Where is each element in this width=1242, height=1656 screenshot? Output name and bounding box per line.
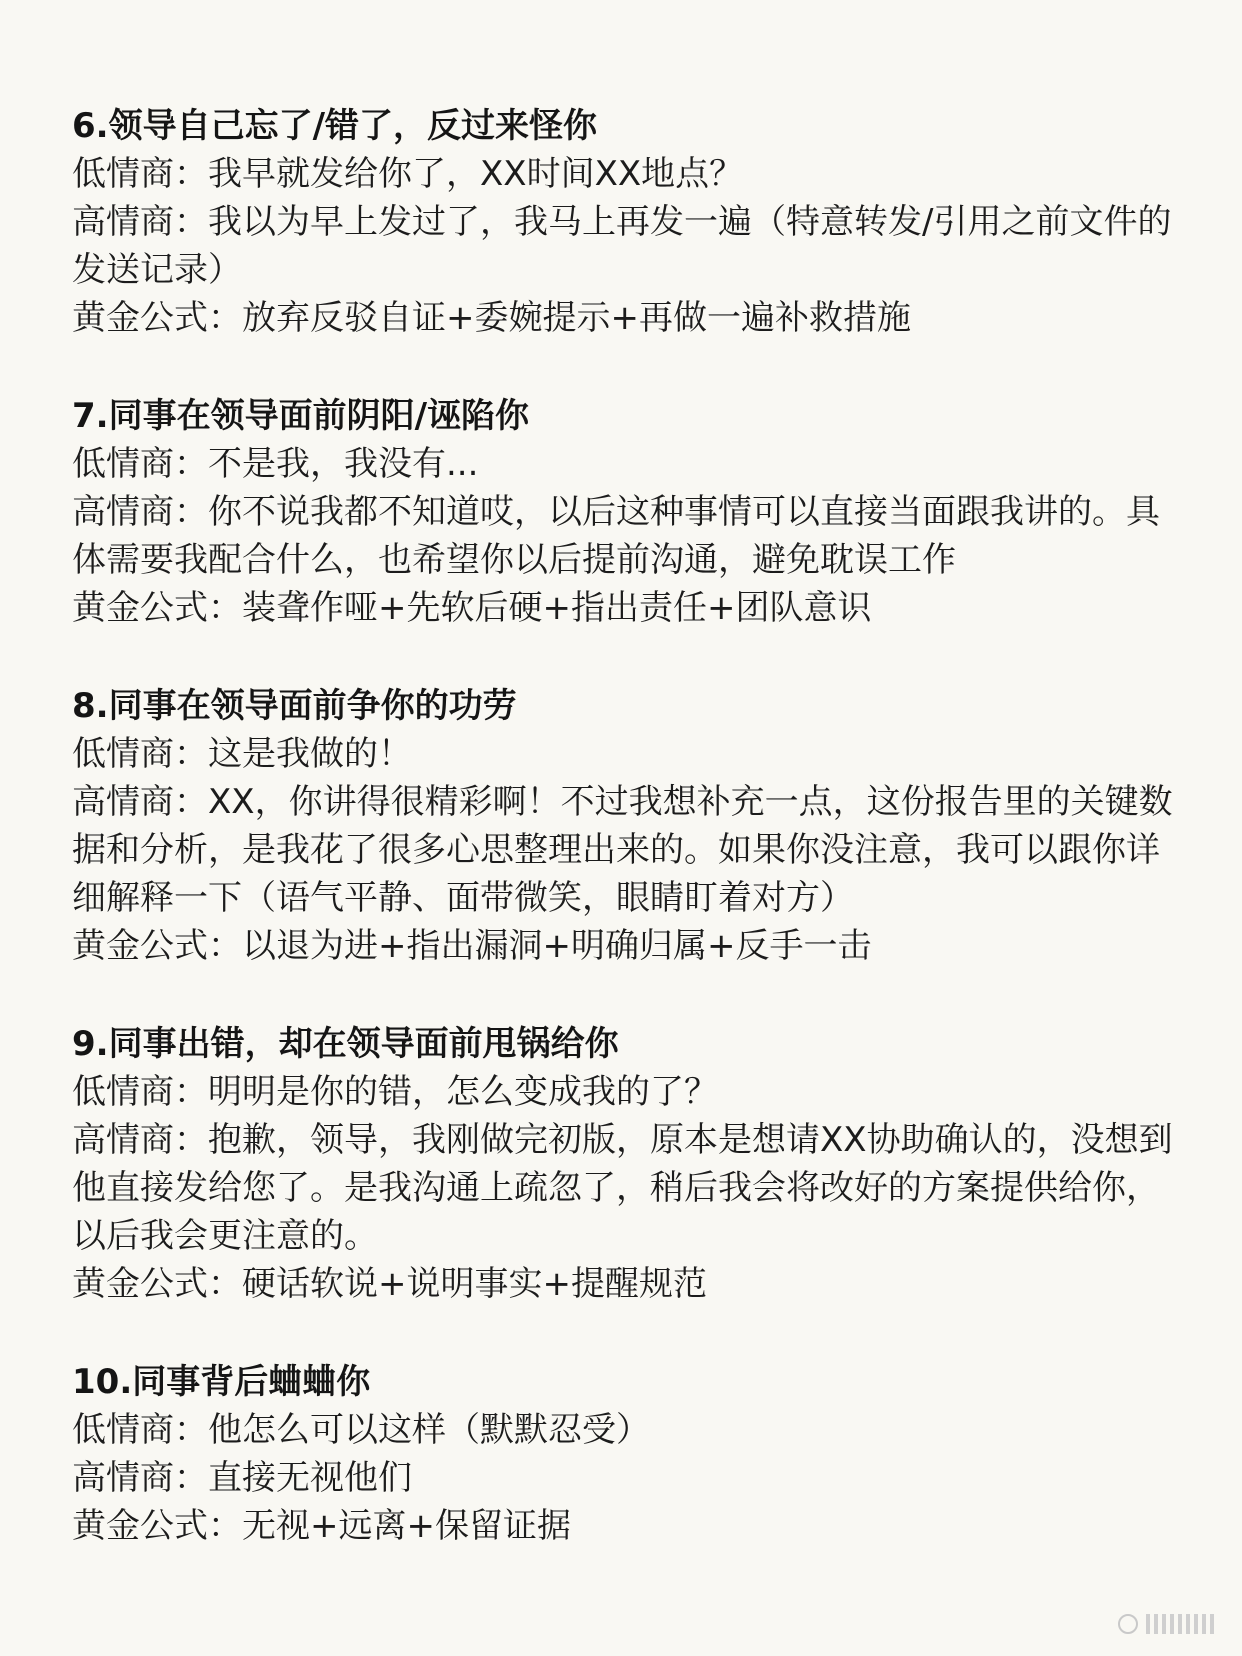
low-eq-line (72, 440, 1182, 488)
formula-line (72, 1260, 1182, 1308)
section-8 (72, 682, 1182, 970)
high-eq-text: 直接无视他们 (208, 1458, 412, 1498)
section-10 (72, 1358, 1182, 1550)
section-title: 9.同事出错，却在领导面前甩锅给你 (72, 1024, 619, 1064)
low-eq-text: 明明是你的错，怎么变成我的了？ (208, 1072, 718, 1112)
low-eq-label: 低情商： (72, 734, 208, 774)
formula-label: 黄金公式： (72, 298, 242, 338)
formula-line (72, 294, 1182, 342)
formula-label: 黄金公式： (72, 1264, 242, 1304)
formula-line (72, 922, 1182, 970)
high-eq-text: 我以为早上发过了，我马上再发一遍（特意转发/引用之前文件的发送记录） (72, 202, 1172, 290)
low-eq-text: 我早就发给你了，XX时间XX地点？ (208, 154, 744, 194)
low-eq-label: 低情商： (72, 154, 208, 194)
watermark-bar (1186, 1614, 1190, 1634)
high-eq-line (72, 1454, 1182, 1502)
formula-text: 硬话软说+说明事实+提醒规范 (242, 1264, 707, 1304)
low-eq-label: 低情商： (72, 1410, 208, 1450)
section-title: 6.领导自己忘了/错了，反过来怪你 (72, 106, 597, 146)
high-eq-line (72, 198, 1182, 294)
watermark-bar (1170, 1614, 1174, 1634)
high-eq-line (72, 488, 1182, 584)
watermark-bar (1146, 1614, 1150, 1634)
watermark-bar (1202, 1614, 1206, 1634)
high-eq-label: 高情商： (72, 492, 208, 532)
formula-text: 无视+远离+保留证据 (242, 1506, 571, 1546)
section-title: 7.同事在领导面前阴阳/诬陷你 (72, 396, 529, 436)
high-eq-label: 高情商： (72, 1120, 208, 1160)
low-eq-text: 他怎么可以这样（默默忍受） (208, 1410, 650, 1450)
watermark-logo-icon (1118, 1612, 1214, 1634)
high-eq-text: 你不说我都不知道哎，以后这种事情可以直接当面跟我讲的。具体需要我配合什么，也希望你以后提前沟通，避免耽误工作 (72, 492, 1160, 580)
section-title: 10.同事背后蛐蛐你 (72, 1362, 371, 1402)
low-eq-line (72, 730, 1182, 778)
low-eq-line (72, 1406, 1182, 1454)
high-eq-line (72, 1116, 1182, 1260)
high-eq-label: 高情商： (72, 202, 208, 242)
formula-label: 黄金公式： (72, 588, 242, 628)
section-title: 8.同事在领导面前争你的功劳 (72, 686, 517, 726)
section-9 (72, 1020, 1182, 1308)
watermark-bar (1154, 1614, 1158, 1634)
low-eq-label: 低情商： (72, 1072, 208, 1112)
low-eq-line (72, 150, 1182, 198)
formula-text: 以退为进+指出漏洞+明确归属+反手一击 (242, 926, 872, 966)
formula-label: 黄金公式： (72, 926, 242, 966)
formula-text: 装聋作哑+先软后硬+指出责任+团队意识 (242, 588, 872, 628)
watermark-bar (1194, 1614, 1198, 1634)
low-eq-label: 低情商： (72, 444, 208, 484)
formula-text: 放弃反驳自证+委婉提示+再做一遍补救措施 (242, 298, 911, 338)
high-eq-label: 高情商： (72, 782, 208, 822)
watermark-bar (1210, 1614, 1214, 1634)
high-eq-line (72, 778, 1182, 922)
article-body (72, 102, 1182, 1600)
watermark-bar (1162, 1614, 1166, 1634)
formula-line (72, 584, 1182, 632)
high-eq-text: 抱歉，领导，我刚做完初版，原本是想请XX协助确认的，没想到他直接发给您了。是我沟通上疏忽了，稍后我会将改好的方案提供给你，以后我会更注意的。 (72, 1120, 1173, 1256)
watermark-bar (1178, 1614, 1182, 1634)
low-eq-text: 这是我做的！ (208, 734, 412, 774)
watermark-circle (1118, 1614, 1138, 1634)
section-6 (72, 102, 1182, 342)
low-eq-text: 不是我，我没有... (208, 444, 479, 484)
formula-line (72, 1502, 1182, 1550)
low-eq-line (72, 1068, 1182, 1116)
formula-label: 黄金公式： (72, 1506, 242, 1546)
high-eq-label: 高情商： (72, 1458, 208, 1498)
high-eq-text: XX，你讲得很精彩啊！不过我想补充一点，这份报告里的关键数据和分析，是我花了很多心思整理出来的。如果你没注意，我可以跟你详细解释一下（语气平静、面带微笑，眼睛盯着对方） (72, 782, 1173, 918)
section-7 (72, 392, 1182, 632)
